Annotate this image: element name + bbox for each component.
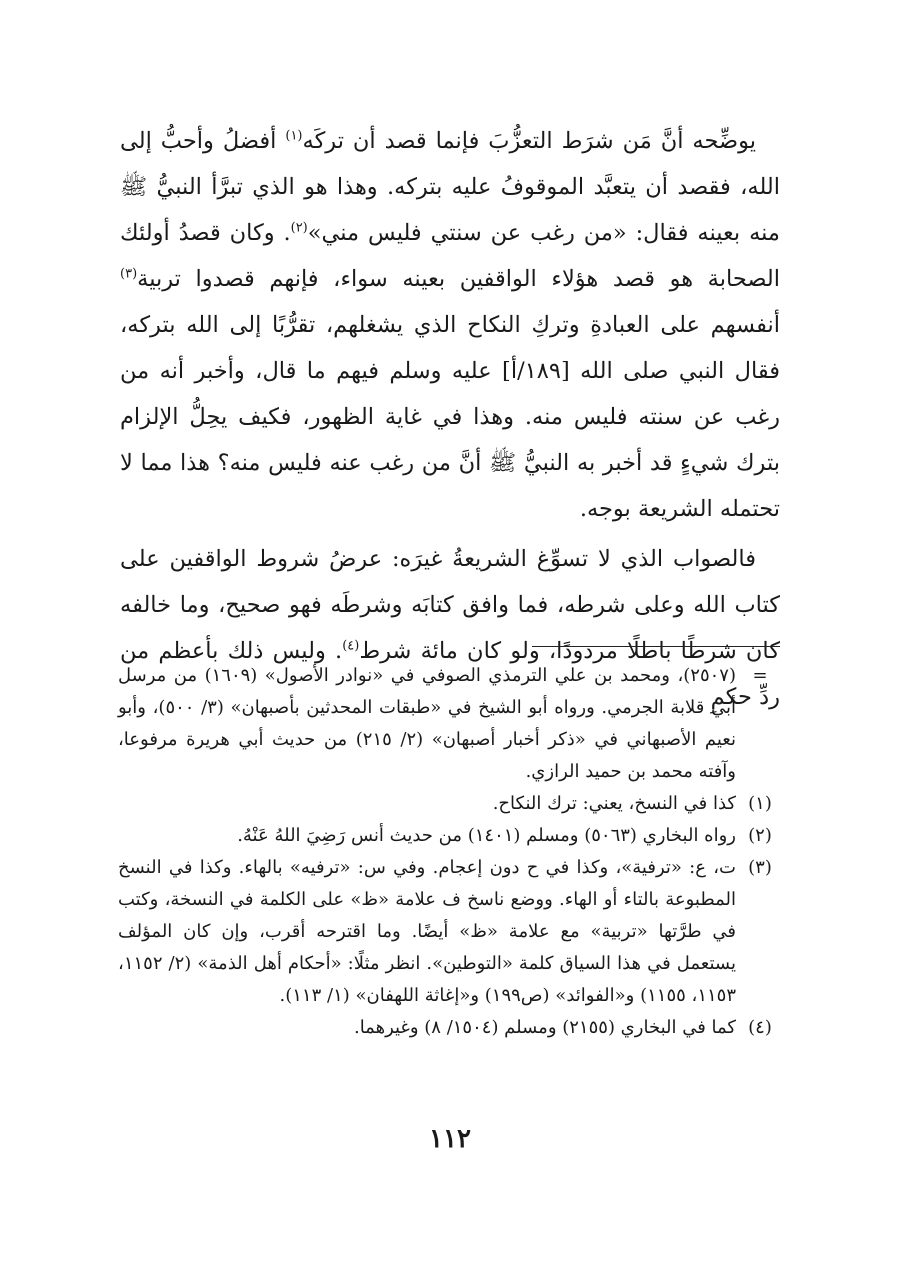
paragraph-1-part-b: أفضلُ وأحبُّ إلى الله، فقصد أن يتعبَّد الموقوفُ عليه بتركه. وهذا هو الذي تبرَّأ النبيُّ ﷺ منه بعينه فقال: «من رغب عن سنتي فليس مني» [120, 128, 780, 246]
footnote-ref-3[interactable]: (٣) [120, 266, 138, 282]
paragraph-1-part-d: أنفسهم على العبادةِ وتركِ النكاح الذي يشغلهم، تقرُّبًا إلى الله بتركه، فقال النبي صلى الله [١٨٩/أ] عليه وسلم فيهم ما قال، وأخبر أنه من رغب عن سنته فليس منه. وهذا في غاية الظهور، فكيف يحِلُّ الإلزام بترك شيءٍ قد أخبر به النبيُّ ﷺ أنَّ من رغب عنه فليس منه؟ هذا مما لا تحتمله الشريعة بوجه. [120, 312, 781, 522]
footnote-number: (٣) [748, 857, 772, 878]
footnote-ref-2[interactable]: (٢) [290, 220, 308, 236]
footnotes [118, 660, 780, 1044]
main-text [120, 118, 780, 720]
footnote-text: كذا في النسخ، يعني: ترك النكاح. [492, 793, 736, 814]
footnote-divider [532, 646, 780, 647]
paragraph-2-part-a: فالصواب الذي لا تسوِّغ الشريعةُ غيرَه: عرضُ شروط الواقفين على كتاب الله وعلى شرطه، فما وافق كتابَه وشرطَه فهو صحيح، وما خالفه كان شرطًا باطلًا مردودًا، ولو كان مائة شرط [120, 546, 780, 664]
footnote-4 [118, 1012, 780, 1044]
footnote-ref-4[interactable]: (٤) [342, 638, 360, 654]
footnote-ref-1[interactable]: (١) [285, 128, 303, 144]
page-number: ١١٢ [429, 1124, 471, 1154]
footnote-marker: = [752, 665, 768, 686]
footnote-text: ت، ع: «ترفية»، وكذا في ح دون إعجام. وفي س: «ترفيه» بالهاء. وكذا في النسخ المطبوعة بالتاء أو الهاء. ووضع ناسخ ف علامة «ظ» على الكلمة في النسخة، وكتب في طرَّتها «تربية» مع علامة «ظ» أيضًا. وما اقترحه أقرب، وإن كان المؤلف يستعمل في هذا السياق كلمة «التوطين». انظر مثلًا: «أحكام أهل الذمة» (٢/ ١١٥٢، ١١٥٣، ١١٥٥) و«الفوائد» (ص١٩٩) و«إغاثة اللهفان» (١/ ١١٣). [118, 857, 736, 1006]
paragraph-2-part-b: . وليس ذلك بأعظم من ردِّ حكمِ [120, 638, 780, 710]
paragraph-1-part-a: يوضِّحه أنَّ مَن شرَط التعزُّبَ فإنما قصد أن تركَه [302, 128, 756, 154]
footnote-3 [118, 852, 780, 1012]
footnote-text: رواه البخاري (٥٠٦٣) ومسلم (١٤٠١) من حديث أنس رَضِيَ اللهُ عَنْهُ. [237, 825, 736, 846]
footnote-text: (٢٥٠٧)، ومحمد بن علي الترمذي الصوفي في «نوادر الأصول» (١٦٠٩) من مرسل أبي قلابة الجرمي. ورواه أبو الشيخ في «طبقات المحدثين بأصبهان» (٣/ ٥٠٠)، وأبو نعيم الأصبهاني في «ذكر أخبار أصبهان» (٢/ ٢١٥) من حديث أبي هريرة مرفوعا، وآفته محمد بن حميد الرازي. [118, 665, 737, 782]
footnote-1 [118, 788, 780, 820]
footnote-text: كما في البخاري (٢١٥٥) ومسلم (١٥٠٤/ ٨) وغيرهما. [353, 1017, 736, 1038]
footnote-number: (٢) [748, 825, 772, 846]
footnote-number: (١) [748, 793, 772, 814]
paragraph-1-part-c: . وكان قصدُ أولئك الصحابة هو قصد هؤلاء الواقفين بعينه سواء، فإنهم قصدوا تربية [120, 220, 780, 292]
footnote-2 [118, 820, 780, 852]
footnote-number: (٤) [748, 1017, 772, 1038]
paragraph-1 [120, 118, 780, 532]
footnote-continuation [118, 660, 780, 788]
